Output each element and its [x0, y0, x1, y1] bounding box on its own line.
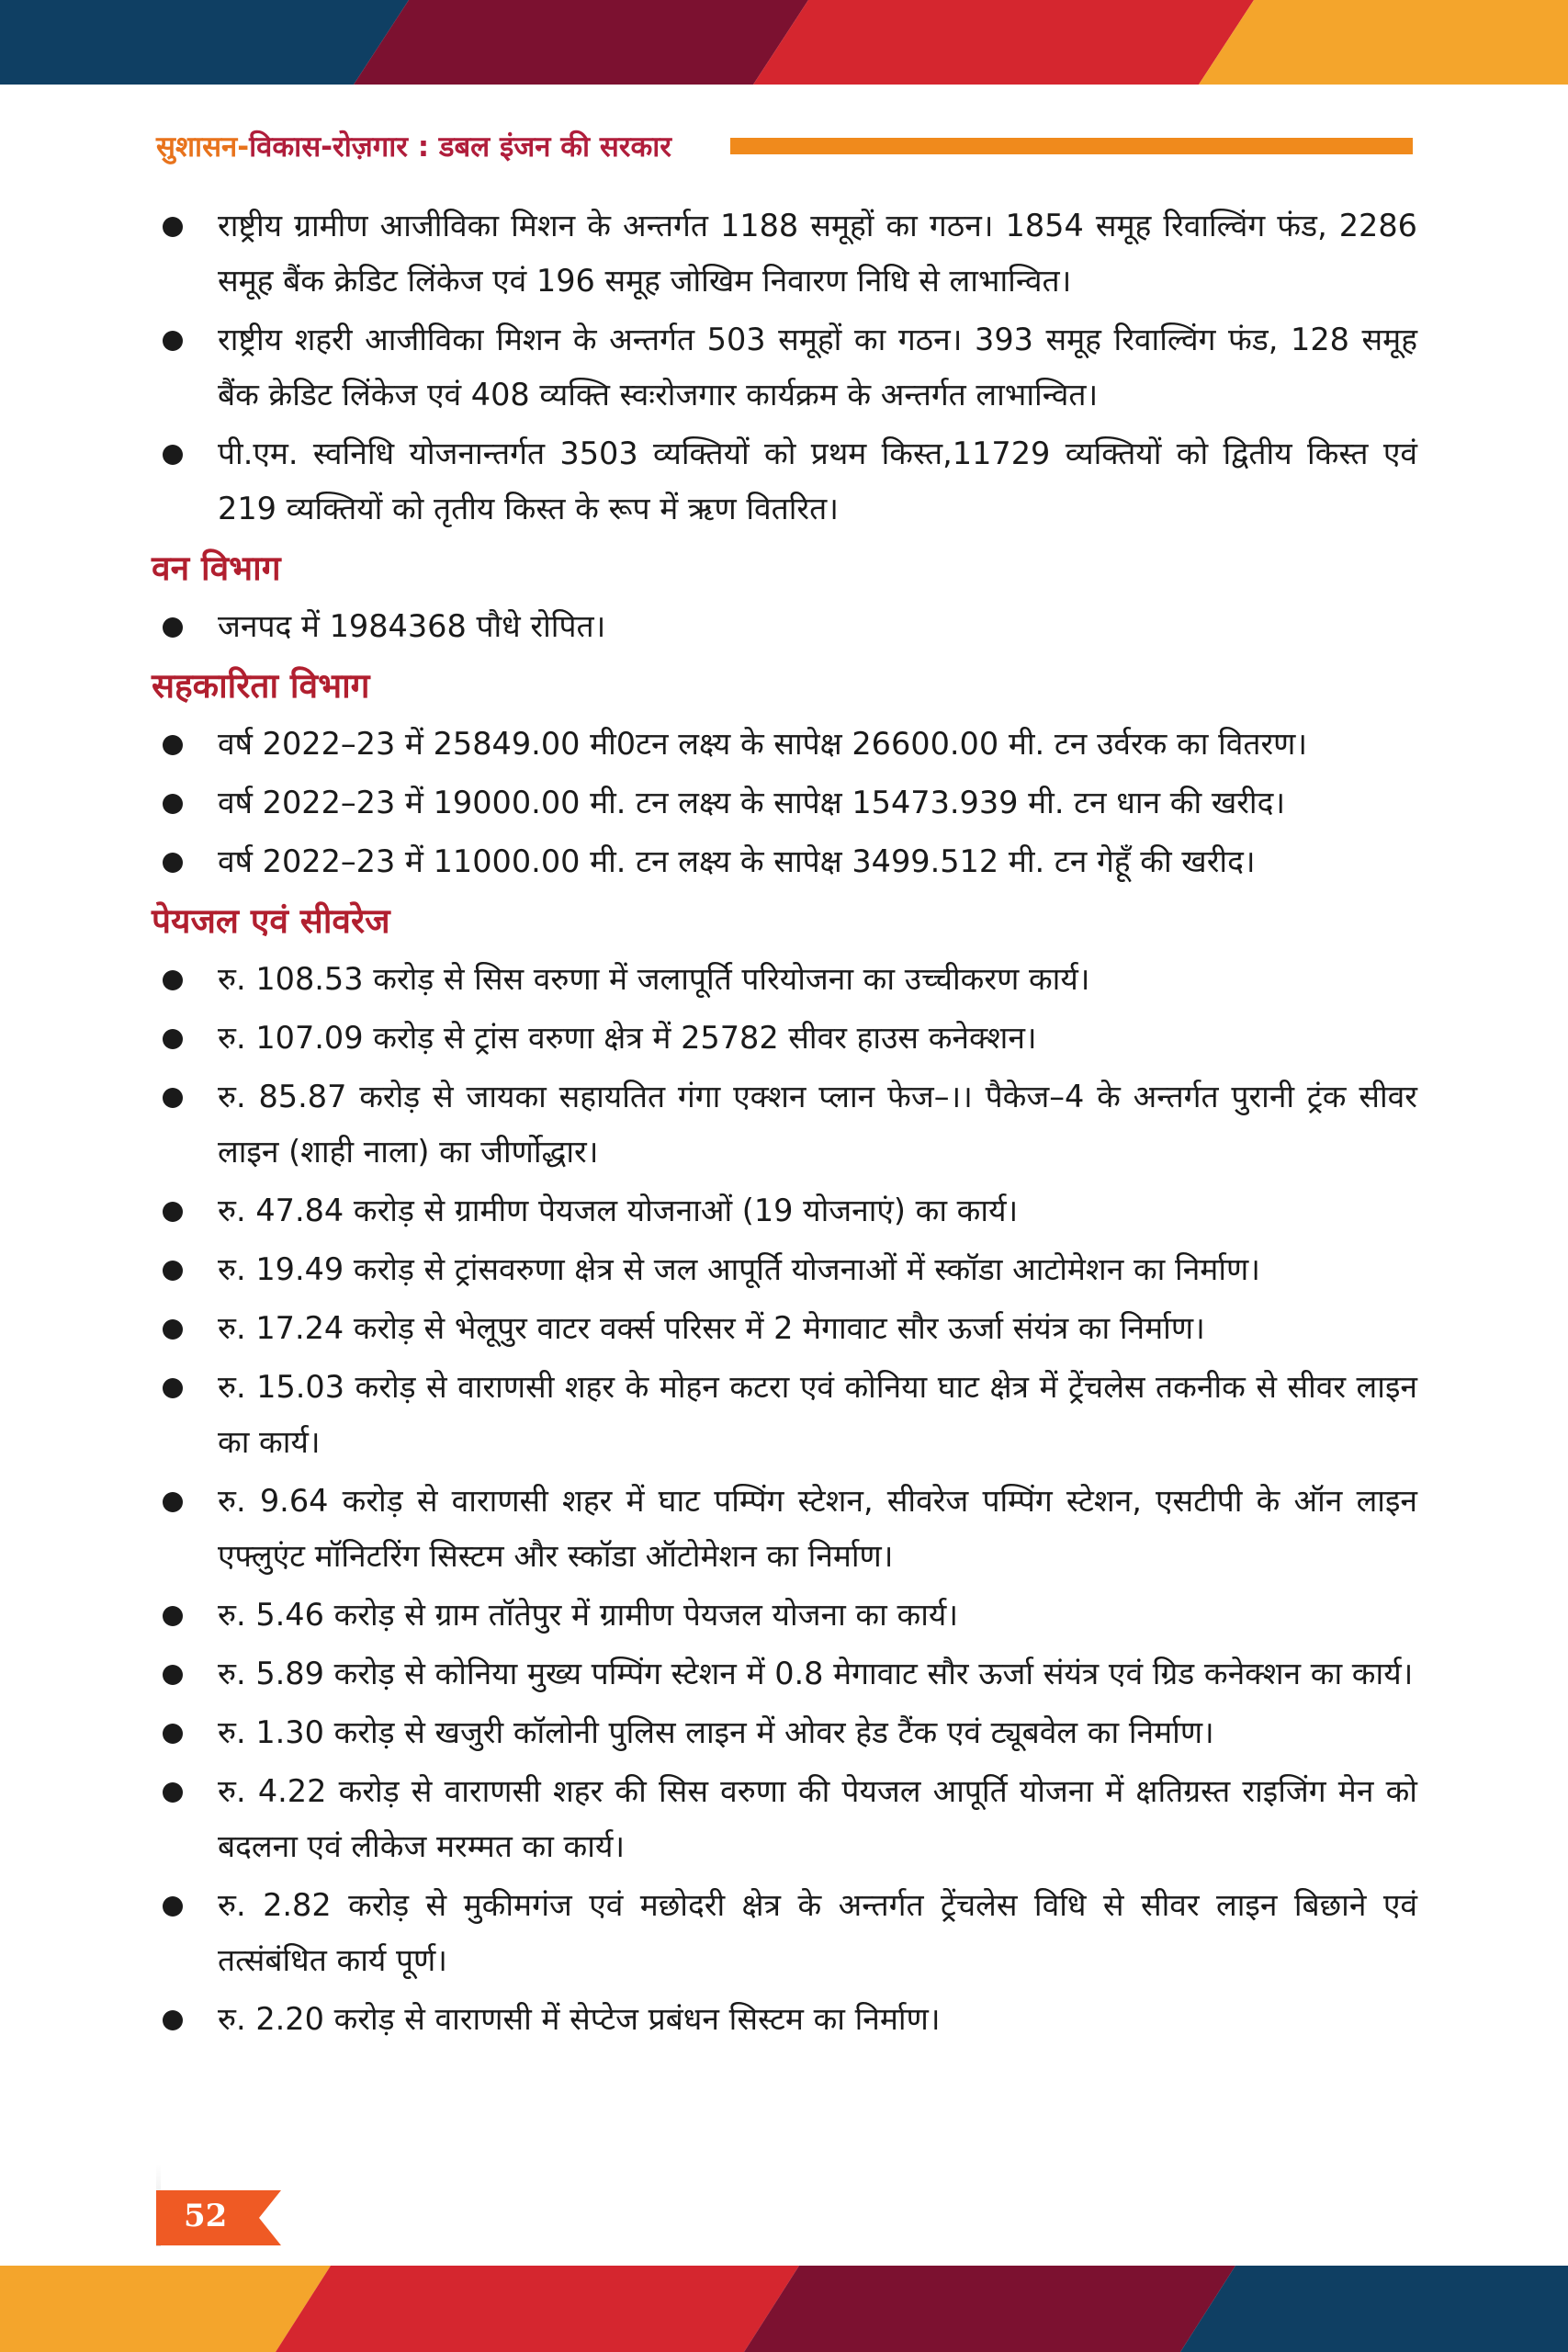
- bullet-icon: [163, 617, 183, 638]
- bullet-icon: [163, 445, 183, 465]
- list-item: [152, 1705, 1417, 1760]
- page-number: 52: [184, 2198, 228, 2234]
- list-item: [152, 1764, 1417, 1874]
- list-item-text: रु. 5.89 करोड़ से कोनिया मुख्य पम्पिंग स्टेशन में 0.8 मेगावाट सौर ऊर्जा संयंत्र एवं ग्रिड कनेक्शन का कार्य।: [218, 1656, 1414, 1691]
- list-item-text: रु. 9.64 करोड़ से वाराणसी शहर में घाट पम्पिंग स्टेशन, सीवरेज पम्पिंग स्टेशन, एसटीपी के ऑन लाइन एफ्लुएंट मॉनिटरिंग सिस्टम और स्कॉडा ऑटोमेशन का निर्माण।: [218, 1483, 1417, 1574]
- header-part-sushasan: सुशासन-: [156, 130, 250, 164]
- bullet-icon: [163, 1378, 183, 1398]
- list-item: [152, 1992, 1417, 2047]
- list-item: [152, 952, 1417, 1007]
- bullet-icon: [163, 1896, 183, 1917]
- list-item: [152, 198, 1417, 309]
- bullet-icon: [163, 2010, 183, 2030]
- list-item-text: रु. 2.20 करोड़ से वाराणसी में सेप्टेज प्रबंधन सिस्टम का निर्माण।: [218, 2001, 941, 2037]
- list-item-text: रु. 85.87 करोड़ से जायका सहायतित गंगा एक्शन प्लान फेज–।। पैकेज–4 के अन्तर्गत पुरानी ट्रंक सीवर लाइन (शाही नाला) का जीर्णोद्धार।: [218, 1079, 1417, 1170]
- list-item-text: पी.एम. स्वनिधि योजनान्तर्गत 3503 व्यक्तियों को प्रथम किस्त,11729 व्यक्तियों को द्वितीय किस्त एवं 219 व्यक्तियों को तृतीय किस्त के रूप में ऋण वितरित।: [218, 435, 1417, 526]
- list-item-text: राष्ट्रीय ग्रामीण आजीविका मिशन के अन्तर्गत 1188 समूहों का गठन। 1854 समूह रिवाल्विंग फंड, 2286 समूह बैंक क्रेडिट लिंकेज एवं 196 समूह जोखिम निवारण निधि से लाभान्वित।: [218, 208, 1417, 299]
- list-item: [152, 1301, 1417, 1356]
- running-header-title: [156, 129, 671, 165]
- list-item: [152, 775, 1417, 831]
- list-item-text: रु. 1.30 करोड़ से खजुरी कॉलोनी पुलिस लाइन में ओवर हेड टैंक एवं ट्यूबवेल का निर्माण।: [218, 1714, 1214, 1750]
- list-item-text: रु. 4.22 करोड़ से वाराणसी शहर की सिस वरुणा की पेयजल आपूर्ति योजना में क्षतिग्रस्त राइजिंग मेन को बदलना एवं लीकेज मरम्मत का कार्य।: [218, 1773, 1417, 1864]
- list-item: [152, 1183, 1417, 1238]
- list-item-text: रु. 107.09 करोड़ से ट्रांस वरुणा क्षेत्र में 25782 सीवर हाउस कनेक्शन।: [218, 1020, 1037, 1056]
- bullet-icon: [163, 1088, 183, 1108]
- bullet-icon: [163, 1606, 183, 1626]
- list-item-text: राष्ट्रीय शहरी आजीविका मिशन के अन्तर्गत 503 समूहों का गठन। 393 समूह रिवाल्विंग फंड, 128 समूह बैंक क्रेडिट लिंकेज एवं 408 व्यक्ति स्वःरोजगार कार्यक्रम के अन्तर्गत लाभान्वित।: [218, 322, 1417, 413]
- list-item: [152, 1474, 1417, 1584]
- list-item: [152, 1588, 1417, 1643]
- list-item-text: वर्ष 2022–23 में 25849.00 मी0टन लक्ष्य के सापेक्ष 26600.00 मी. टन उर्वरक का वितरण।: [218, 726, 1308, 762]
- bullet-icon: [163, 1319, 183, 1340]
- list-item-text: वर्ष 2022–23 में 11000.00 मी. टन लक्ष्य के सापेक्ष 3499.512 मी. टन गेहूँ की खरीद।: [218, 843, 1256, 879]
- list-item-text: रु. 108.53 करोड़ से सिस वरुणा में जलापूर्ति परियोजना का उच्चीकरण कार्य।: [218, 961, 1090, 997]
- section-heading-water-sewerage: पेयजल एवं सीवरेज: [152, 900, 390, 941]
- section-heading-forest: वन विभाग: [152, 548, 281, 588]
- forest-list: [152, 599, 1417, 654]
- list-item-text: रु. 47.84 करोड़ से ग्रामीण पेयजल योजनाओं (19 योजनाएं) का कार्य।: [218, 1193, 1019, 1228]
- list-item: [152, 1011, 1417, 1066]
- list-item: [152, 717, 1417, 772]
- page-number-tab: [156, 2190, 281, 2245]
- bullet-icon: [163, 970, 183, 990]
- bullet-icon: [163, 1492, 183, 1512]
- list-item: [152, 834, 1417, 889]
- header-part-rozgar: रोज़गार : डबल इंजन की सरकार: [333, 130, 671, 164]
- top-decorative-band: [0, 0, 1568, 85]
- list-item: [152, 1069, 1417, 1180]
- main-content: [152, 198, 1417, 2047]
- bullet-icon: [163, 853, 183, 873]
- list-item-text: वर्ष 2022–23 में 19000.00 मी. टन लक्ष्य के सापेक्ष 15473.939 मी. टन धान की खरीद।: [218, 785, 1286, 820]
- cooperative-list: [152, 717, 1417, 889]
- bullet-icon: [163, 1782, 183, 1803]
- list-item: [152, 426, 1417, 537]
- list-item: [152, 1242, 1417, 1297]
- list-item: [152, 1878, 1417, 1988]
- header-part-vikas: विकास-: [249, 130, 333, 164]
- bullet-icon: [163, 217, 183, 237]
- list-item-text: रु. 2.82 करोड़ से मुकीमगंज एवं मछोदरी क्षेत्र के अन्तर्गत ट्रेंचलेस विधि से सीवर लाइन बिछाने एवं तत्संबंधित कार्य पूर्ण।: [218, 1887, 1417, 1978]
- list-item-text: रु. 5.46 करोड़ से ग्राम तॉतेपुर में ग्रामीण पेयजल योजना का कार्य।: [218, 1597, 959, 1633]
- bullet-icon: [163, 794, 183, 814]
- list-item-text: रु. 19.49 करोड़ से ट्रांसवरुणा क्षेत्र से जल आपूर्ति योजनाओं में स्कॉडा आटोमेशन का निर्माण।: [218, 1251, 1260, 1287]
- header-rule: [730, 138, 1413, 154]
- list-item-text: रु. 17.24 करोड़ से भेलूपुर वाटर वर्क्स परिसर में 2 मेगावाट सौर ऊर्जा संयंत्र का निर्माण।: [218, 1310, 1205, 1346]
- water-sewerage-list: [152, 952, 1417, 2047]
- bullet-icon: [163, 735, 183, 755]
- bullet-icon: [163, 1724, 183, 1744]
- list-item: [152, 599, 1417, 654]
- list-item: [152, 1360, 1417, 1470]
- bullet-icon: [163, 331, 183, 351]
- bullet-icon: [163, 1665, 183, 1685]
- list-item: [152, 312, 1417, 423]
- bullet-icon: [163, 1029, 183, 1049]
- intro-list: [152, 198, 1417, 537]
- list-item-text: रु. 15.03 करोड़ से वाराणसी शहर के मोहन कटरा एवं कोनिया घाट क्षेत्र में ट्रेंचलेस तकनीक से सीवर लाइन का कार्य।: [218, 1369, 1417, 1460]
- list-item: [152, 1646, 1417, 1702]
- bottom-decorative-band: [0, 2266, 1568, 2352]
- bullet-icon: [163, 1261, 183, 1281]
- section-heading-cooperative: सहकारिता विभाग: [152, 665, 370, 706]
- bullet-icon: [163, 1202, 183, 1222]
- list-item-text: जनपद में 1984368 पौधे रोपित।: [218, 608, 606, 644]
